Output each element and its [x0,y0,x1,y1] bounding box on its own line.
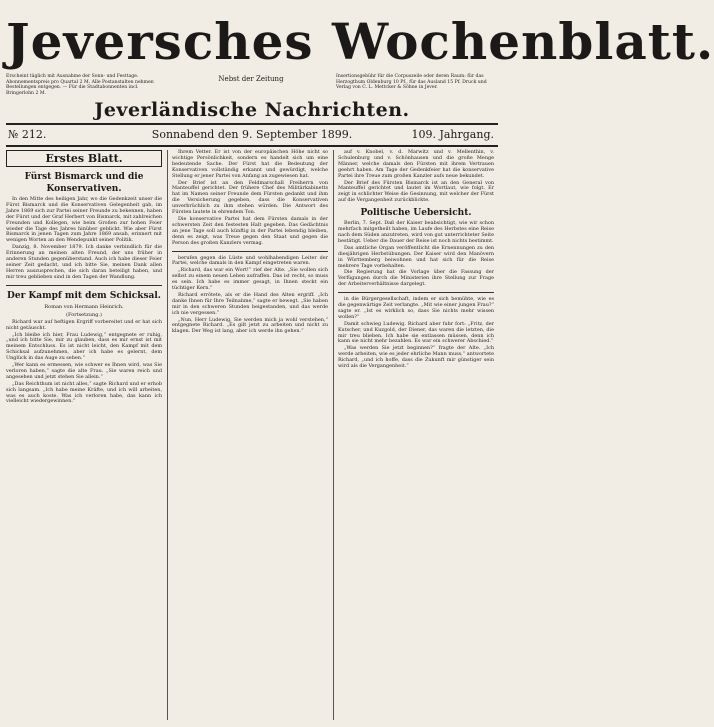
volume-year: 109. Jahrgang. [411,128,494,141]
article-paragraph: Die Regierung hat die Vorlage über die Fassung der Verfügungen durch die Ministerien ihre Stellung zur Frage der Arbeiterverhältnisse dargelegt. [338,269,494,288]
column-rule [333,150,334,720]
article-paragraph: Damit schwieg Ludewig. Richard aber fuhr fort: „Fritz, der Kutscher, und Kuzgold, der Diener, das waren die letzten, die mir treu blieben. Ich habe sie entlassen müssen, denn ich kann sie nicht mehr bezahlen. Es war ein schwerer Abschied.“ [338,320,494,345]
article-paragraph: „Nun, Herr Ludewig, Sie werden mich ja wohl verstehen,“ entgegnete Richard. „Es gilt jetzt zu arbeiten und nicht zu klagen. Der Weg ist lang, aber ich werde ihn gehen.“ [172,316,328,335]
advertising-info: Insertionsgebühr für die Corpuszeile oder deren Raum: für das Herzogthum Oldenburg 10 Pf., für das Ausland 15 Pf. Druck und Verlag von C. L. Mettcker & Söhne in Jever. [336,74,487,91]
article-paragraph: Die konservative Partei hat dem Fürsten damals in der schwersten Zeit den festesten Halt gegeben. Das Gedächtnis an jene Tage soll auch künftig in der Partei lebendig bleiben, denn es zeigt, was Treue gegen den Staat und gegen die Person des großen Kanzlers vermag. [172,215,328,246]
section-divider [6,285,162,286]
masthead-subtitle: Jeverländische Nachrichten. [94,99,410,121]
article-paragraph: „Das Reichthum ist nicht alles,“ sagte Richard und er erhob sich langsam. „Ich habe meine Kräfte, und ich will arbeiten, was es auch koste. Was ich verloren habe, das kann ich vielleicht wiedergewinnen.“ [6,380,162,405]
section-label: Erstes Blatt. [6,150,162,167]
article-paragraph: Ihrem Vetter. Er ist von der europäischen Höhe nicht so wichtige Persönlichkeit, sondern es handelt sich um eine bedeutende Sache. Der Fürst hat die Bedeutung der Konservativen vollständig erkannt und gewürdigt, welche Stellung er jener Partei von Anfang an zugewiesen hat. [172,149,328,179]
issue-number: № 212. [8,128,47,141]
supplement-note: Nebst der Zeitung [218,75,284,83]
section-title: Politische Uebersicht. [360,208,472,219]
dateline-bar [6,123,498,147]
article-paragraph: „Richard, das war ein Wort!“ rief der Alte. „Sie wollen sich selbst zu einem neuen Leben aufraffen. Das ist recht, so muss es sein. Ich habe es immer gesagt, in Ihnen steckt ein tüchtiger Kern.“ [172,267,328,292]
article-paragraph: Der Brief ist an den Feldmarschall Freiherrn von Manteuffel gerichtet. Der frühere Chef des Militärkabinetts hat im Namen seiner Freunde dem Fürsten gedankt und ihm die Versicherung gegeben, dass die Konservativen unverbrüchlich zu ihm stehen würden. Die Antwort des Fürsten lautete in ehrendem Ton. [172,179,328,216]
article-paragraph: „Wer kann es ermessen, wie schwer es Ihnen wird, was Sie verloren haben,“ sagte die alte Frau. „Sie waren reich und angesehen und jetzt stehen Sie allein.“ [6,362,162,380]
feuilleton-title: Der Kampf mit dem Schicksal. [7,290,161,301]
article-paragraph: Danzig, 8. November 1879. Ich danke verbindlich für die Erinnerung an meinen alten Freund, der uns früher in anderen Stunden gegenüberstand. Auch ich habe dieser Feier seiner Zeit gedacht, und ich bitte Sie, meinen Dank allen Herren auszusprechen, die sich daran beteiligt haben, und mir treu geblieben sind in den Tagen der Wandlung. [6,244,162,280]
column-rule [167,150,168,720]
article-paragraph: Richard errötete, als er die Hand des Alten ergriff. „Ich danke Ihnen für Ihre Teilnahme,“ sagte er bewegt. „Sie haben mir in den schweren Stunden beigestanden, und das werde ich nie vergessen.“ [172,291,328,316]
section-divider [172,251,328,252]
masthead-title: Jeversches Wochenblatt. [6,12,714,71]
article-title: Fürst Bismarck und die Konservativen. [24,172,144,194]
article-paragraph: Richard war auf heftigen Ergriff vorbereitet und er hat sich nicht getäuscht. [6,318,162,331]
column-3 [338,150,494,720]
article-paragraph: In den Mitte des heiligen Jahr, wo die Gedenkzeit unser die Fürst Bismarck und die Konservativen Gelegenheit gab, im Jahre 1869 sich zur Partei seiner Freunde zu bekennen, haben der Fürst und der Graf Herbert von Bismarck, mit zahlreichen Freunden und Kollegen, wie beim Großen zur hohen Feier wieder die Tage des Jahres hinüber geblickt. Wie aber Fürst Bismarck in jenen Tagen zum Jahre 1869 ansah, erinnert mit wenigen Worten an den Wendepunkt seiner Politik. [6,196,162,244]
article-paragraph: Der Brief des Fürsten Bismarck ist an den General von Manteuffel gerichtet und lautet im Wortlaut, wie folgt. Er zeigt in schlichter Weise die Gesinnung, mit welcher der Fürst auf die Vergangenheit zurückblickte. [338,179,494,204]
article-paragraph: „Ich bleibe ich hier, Frau Ludewig,“ entgegnete er ruhig, „und ich bitte Sie, mir zu glauben, dass es mir ernst ist mit meinem Entschluss. Es ist nicht leicht, den Kampf mit dem Schicksal aufzunehmen, aber ich habe es gelernt, dem Unglück in das Auge zu sehen.“ [6,331,162,362]
section-divider [338,292,494,293]
newspaper-page [6,4,714,722]
feuilleton-byline: Roman von Hermann Heinrich. [44,303,124,310]
subscription-info: Erscheint täglich mit Ausnahme der Sonn- und Festtage. Abonnementspreis pro Quartal 2 M. Alle Postanstalten nehmen Bestellungen entgegen. — Für die Stadtabonnenten incl. Bringerlohn 2 M. [6,74,154,96]
column-2 [172,150,328,720]
article-paragraph: Berlin, 7. Sept. Daß der Kaiser beabsichtigt, wie wir schon mehrfach mitgetheilt haben, im Laufe des Herbstes eine Reise nach dem Süden anzutreten, wird von gut unterrichteter Seite bestätigt. Ueber die Dauer der Reise ist noch nichts bestimmt. [338,220,494,244]
article-paragraph: berufen gegen die Lüste und wohlhabendigen Leiter der Partei, welche damals in den Kampf eingetreten waren. [172,254,328,267]
article-paragraph: Das amtliche Organ veröffentlicht die Ernennungen zu den diesjährigen Herbstübungen. Der Kaiser wird den Manövern in Württemberg beiwohnen und hat sich für die Reise mehrere Tage vorbehalten. [338,244,494,269]
continuation-note: (Fortsetzung.) [66,311,102,318]
issue-date: Sonnabend den 9. September 1899. [151,128,353,141]
column-1 [6,150,162,720]
article-paragraph: „Was werden Sie jetzt beginnen?“ fragte der Alte. „Ich werde arbeiten, wie es jeder ehrliche Mann muss,“ antwortete Richard, „und ich hoffe, dass die Zukunft mir günstiger sein wird als die Vergangenheit.“ [338,345,494,370]
article-paragraph: in die Bürgergesellschaft, indem er sich bemühte, wie es die gegenwärtige Zeit verlangte. „Mit wie einer jungen Frau?“ sagte er. „Ist es wirklich so, dass Sie nichts mehr wissen wollen?“ [338,296,494,320]
article-paragraph: auf v. Knobel, v. d. Marwitz und v. Mellenthin, v. Schulenburg und v. Schönhausen und die große Menge Männer, welche damals den Fürsten mit ihrem Vertrauen geehrt haben. Am Tage der Gedenkfeier hat die konservative Partei ihre Treue zum großen Kanzler aufs neue bekundet. [338,149,494,179]
